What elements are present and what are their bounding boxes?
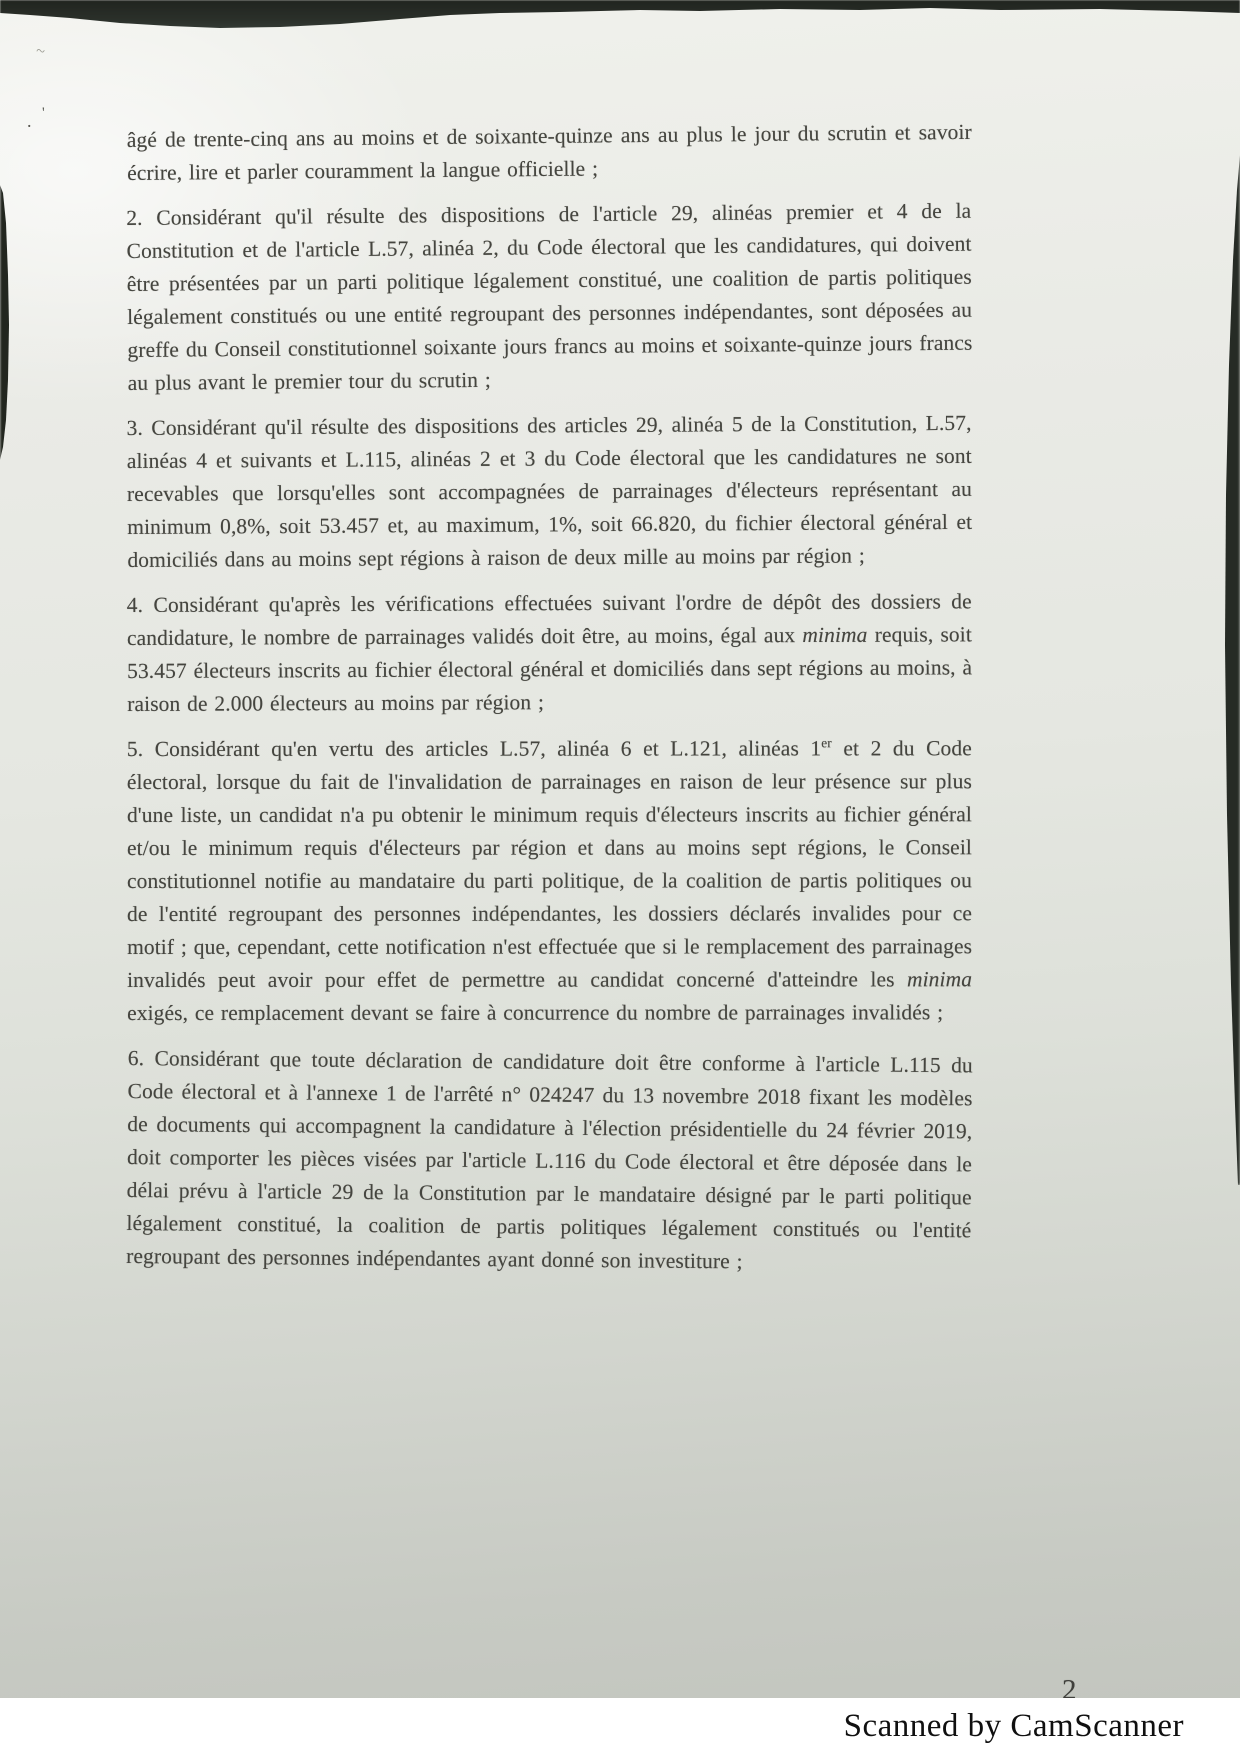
text-run: 3. Considérant qu'il résulte des dispositions des articles 29, alinéa 5 de la Constitution, L.57, alinéas 4 et suivants et L.115, alinéas 2 et 3 du Code électoral que les candidatures ne sont recevables que lorsqu'elles sont accompagnées de parrainages d'électeurs représentant au minimum 0,8%, soit 53.457 et, au maximum, 1%, soit 66.820, du fichier électoral général et domiciliés dans au moins sept régions à raison de deux mille au moins par région ; — [126, 410, 973, 572]
text-run: exigés, ce remplacement devant se faire à concurrence du nombre de parrainages invalidés ; — [127, 1000, 944, 1025]
scan-artifact: . — [27, 111, 32, 131]
paragraph — [126, 1042, 973, 1280]
paragraph — [126, 195, 973, 400]
paragraph — [127, 585, 973, 721]
text-run: requis, soit 53.457 électeurs inscrits au fichier électoral général et domiciliés dans sept régions au moins, à raison de 2.000 électeurs au moins par région ; — [127, 622, 973, 716]
page-number: 2 — [1062, 1674, 1077, 1698]
italic-text: minima — [802, 622, 868, 648]
scan-edge-right — [1218, 155, 1240, 1185]
text-run: 5. Considérant qu'en vertu des articles L.57, alinéa 6 et L.121, alinéas 1 — [126, 736, 822, 762]
document-text — [126, 119, 973, 1274]
scan-edge-top — [0, 0, 1240, 34]
camscanner-footer — [0, 1698, 1240, 1754]
paragraph — [127, 732, 972, 1030]
scan-edge-left — [0, 185, 12, 460]
scan-artifact: ' — [42, 105, 45, 121]
paragraph — [126, 407, 972, 577]
italic-text: minima — [906, 967, 973, 992]
camscanner-watermark: Scanned by CamScanner — [843, 1707, 1184, 1744]
text-run: 6. Considérant que toute déclaration de candidature doit être conforme à l'article L.115 du Code électoral et à l'annexe 1 de l'arrêté n° 024247 du 13 novembre 2018 fixant les modèles de documents qui accompagnent la candidature à l'élection présidentielle du 24 février 2019, doit comporter les pièces visées par l'article L.116 du Code électoral et être déposée dans le délai prévu à l'article 29 de la Constitution par le mandataire désigné par le parti politique légalement constitué, la coalition de partis politiques légalement constitués ou l'entité regroupant des personnes indépendantes ayant donné son investiture ; — [126, 1046, 973, 1274]
scan-artifact: ~ — [34, 42, 47, 61]
text-run: âgé de trente-cinq ans au moins et de soixante-quinze ans au plus le jour du scrutin et savoir écrire, lire et parler couramment la langue officielle ; — [126, 119, 972, 185]
superscript-text: er — [821, 735, 832, 751]
text-run: 2. Considérant qu'il résulte des dispositions de l'article 29, alinéas premier et 4 de la Constitution et de l'article L.57, alinéa 2, du Code électoral que les candidatures, qui doivent être présentées par un parti politique légalement constitué, une coalition de partis politiques légalement constitués ou une entité regroupant des personnes indépendantes, sont déposées au greffe du Conseil constitutionnel soixante jours francs au moins et soixante-quinze jours francs au plus avant le premier tour du scrutin ; — [126, 198, 973, 395]
paragraph — [127, 116, 973, 190]
text-run: 4. Considérant qu'après les vérifications effectuées suivant l'ordre de dépôt des dossiers de candidature, le nombre de parrainages validés doit être, au moins, égal aux — [126, 589, 972, 651]
text-run: et 2 du Code électoral, lorsque du fait de l'invalidation de parrainages en raison de leur présence sur plus d'une liste, un candidat n'a pu obtenir le minimum requis d'électeurs inscrits au fichier général et/ou le minimum requis d'électeurs par région et dans au moins sept régions, le Conseil constitutionnel notifie au mandataire du parti politique, de la coalition de partis politiques ou de l'entité regroupant des personnes indépendantes, les dossiers déclarés invalides pour ce motif ; que, cependant, cette notification n'est effectuée que si le remplacement des parrainages invalidés peut avoir pour effet de permettre au candidat concerné d'atteindre les — [126, 736, 973, 992]
